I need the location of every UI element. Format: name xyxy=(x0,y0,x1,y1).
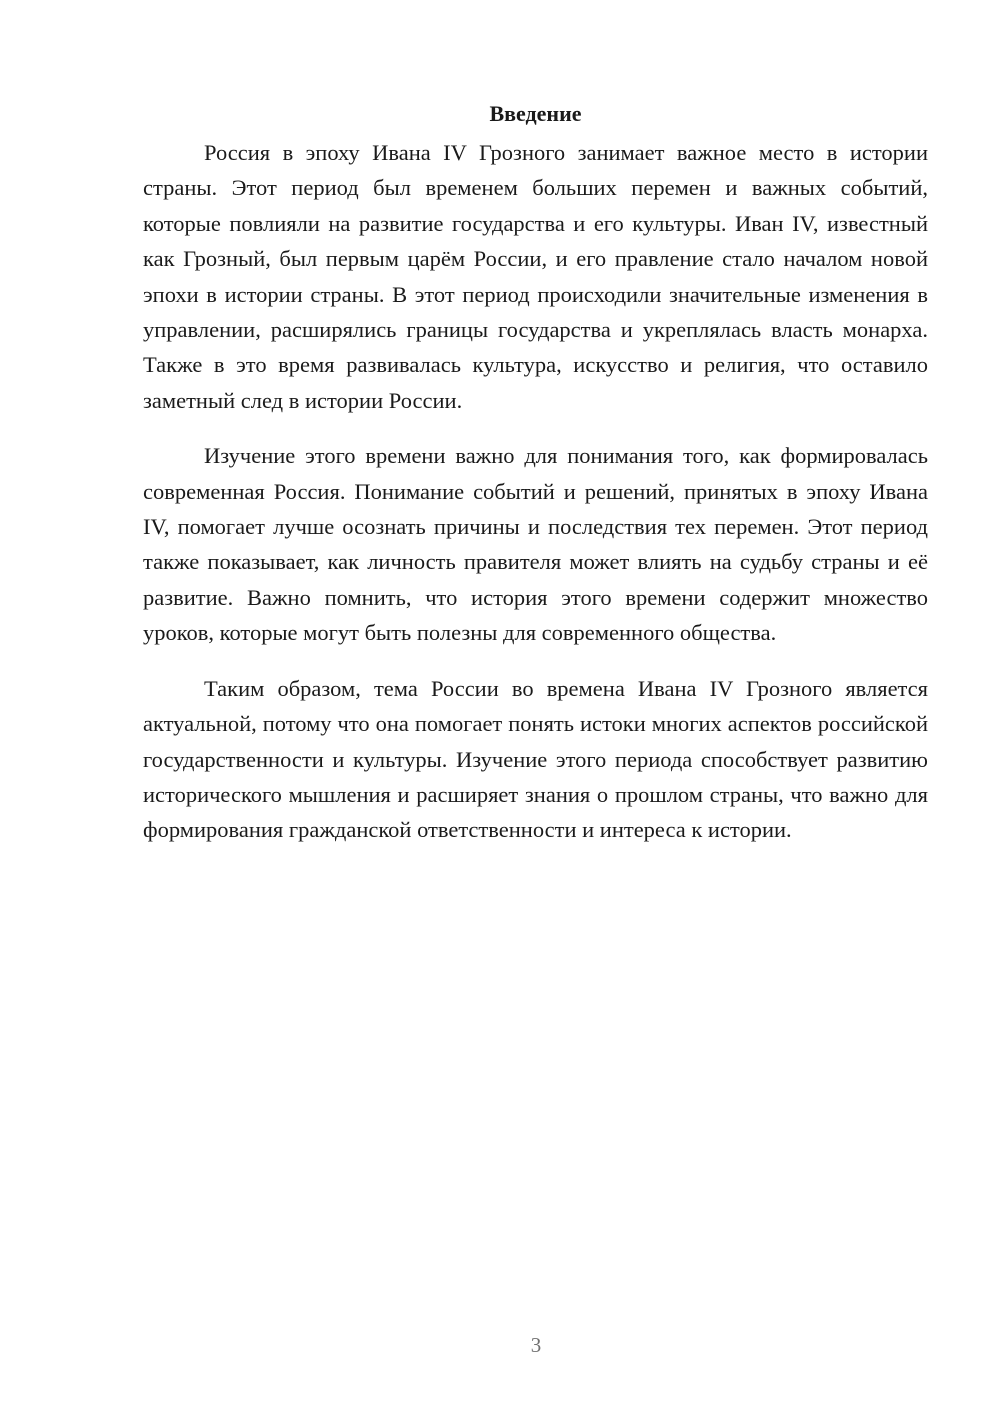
page-number: 3 xyxy=(530,1333,542,1357)
paragraph-3: Таким образом, тема России во времена Ивана IV Грозного является актуальной, потому что она помогает понять истоки многих аспектов российской государственности и культуры. Изучение этого периода способствует развитию исторического мышления и расширяет знания о прошлом страны, что важно для формирования гражданской ответственности и интереса к истории. xyxy=(143,675,928,843)
section-heading: Введение xyxy=(489,101,582,126)
paragraph-1: Россия в эпоху Ивана IV Грозного занимает важное место в истории страны. Этот период был временем больших перемен и важных событий, которые повлияли на развитие государства и его культуры. Иван IV, известный как Грозный, был первым царём России, и его правление стало началом новой эпохи в истории страны. В этот период происходили значительные изменения в управлении, расширялись границы государства и укреплялась власть монарха. Также в это время развивалась культура, искусство и религия, что оставило заметный след в истории России. xyxy=(143,140,928,413)
page-content xyxy=(143,96,928,868)
paragraph-2: Изучение этого времени важно для понимания того, как формировалась современная Россия. Понимание событий и решений, принятых в эпоху Ивана IV, помогает лучше осознать причины и последствия тех перемен. Этот период также показывает, как личность правителя может влиять на судьбу страны и её развитие. Важно помнить, что история этого времени содержит множество уроков, которые могут быть полезны для современного общества. xyxy=(143,443,928,646)
